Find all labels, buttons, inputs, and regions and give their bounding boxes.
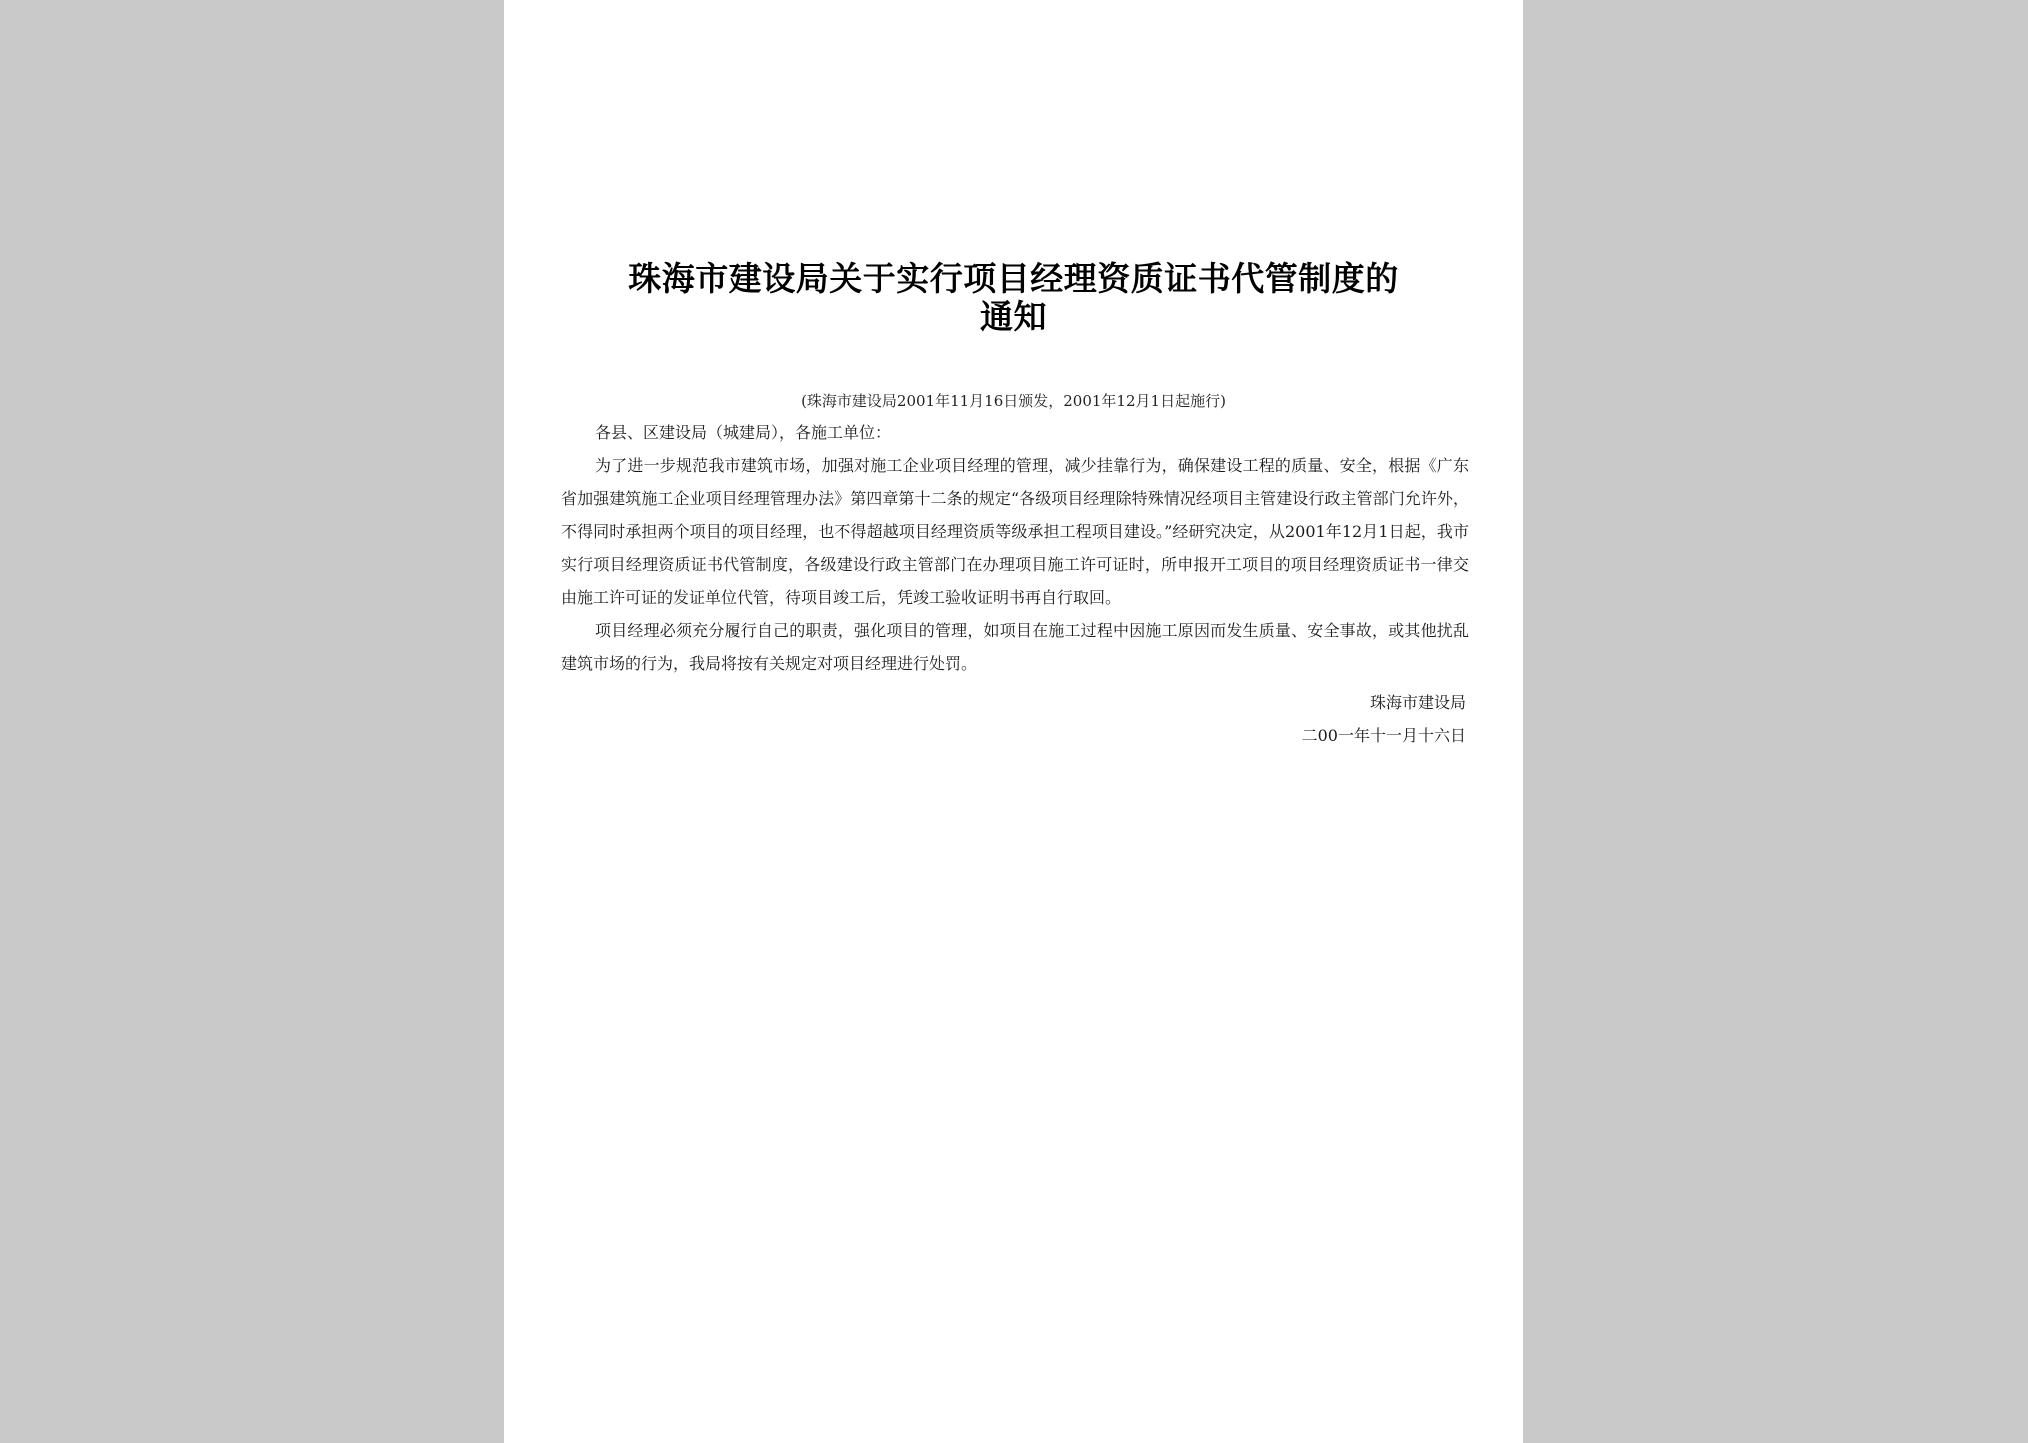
paragraph-2: 项目经理必须充分履行自己的职责，强化项目的管理，如项目在施工过程中因施工原因而发生质量、安全事故，或其他扰乱建筑市场的行为，我局将按有关规定对项目经理进行处罚。: [561, 621, 1469, 673]
signature-block: [1302, 686, 1466, 752]
signature-date: 二00一年十一月十六日: [1301, 726, 1466, 745]
page-title: [504, 260, 1523, 336]
paragraph-1: 为了进一步规范我市建筑市场，加强对施工企业项目经理的管理，减少挂靠行为，确保建设工程的质量、安全，根据《广东省加强建筑施工企业项目经理管理办法》第四章第十二条的规定“各级项目经理除特殊情况经项目主管建设行政主管部门允许外，不得同时承担两个项目的项目经理，也不得超越项目经理资质等级承担工程项目建设。”经研究决定，从2001年12月1日起，我市实行项目经理资质证书代管制度，各级建设行政主管部门在办理项目施工许可证时，所申报开工项目的项目经理资质证书一律交由施工许可证的发证单位代管，待项目竣工后，凭竣工验收证明书再自行取回。: [561, 456, 1469, 607]
document-page: [504, 0, 1523, 1443]
title-line-1: 珠海市建设局关于实行项目经理资质证书代管制度的: [628, 259, 1399, 298]
issue-note: (珠海市建设局2001年11月16日颁发，2001年12月1日起施行): [801, 392, 1226, 410]
title-line-2: 通知: [980, 297, 1047, 336]
signature-organization: 珠海市建设局: [1369, 693, 1466, 712]
salutation: 各县、区建设局（城建局），各施工单位：: [595, 423, 892, 442]
